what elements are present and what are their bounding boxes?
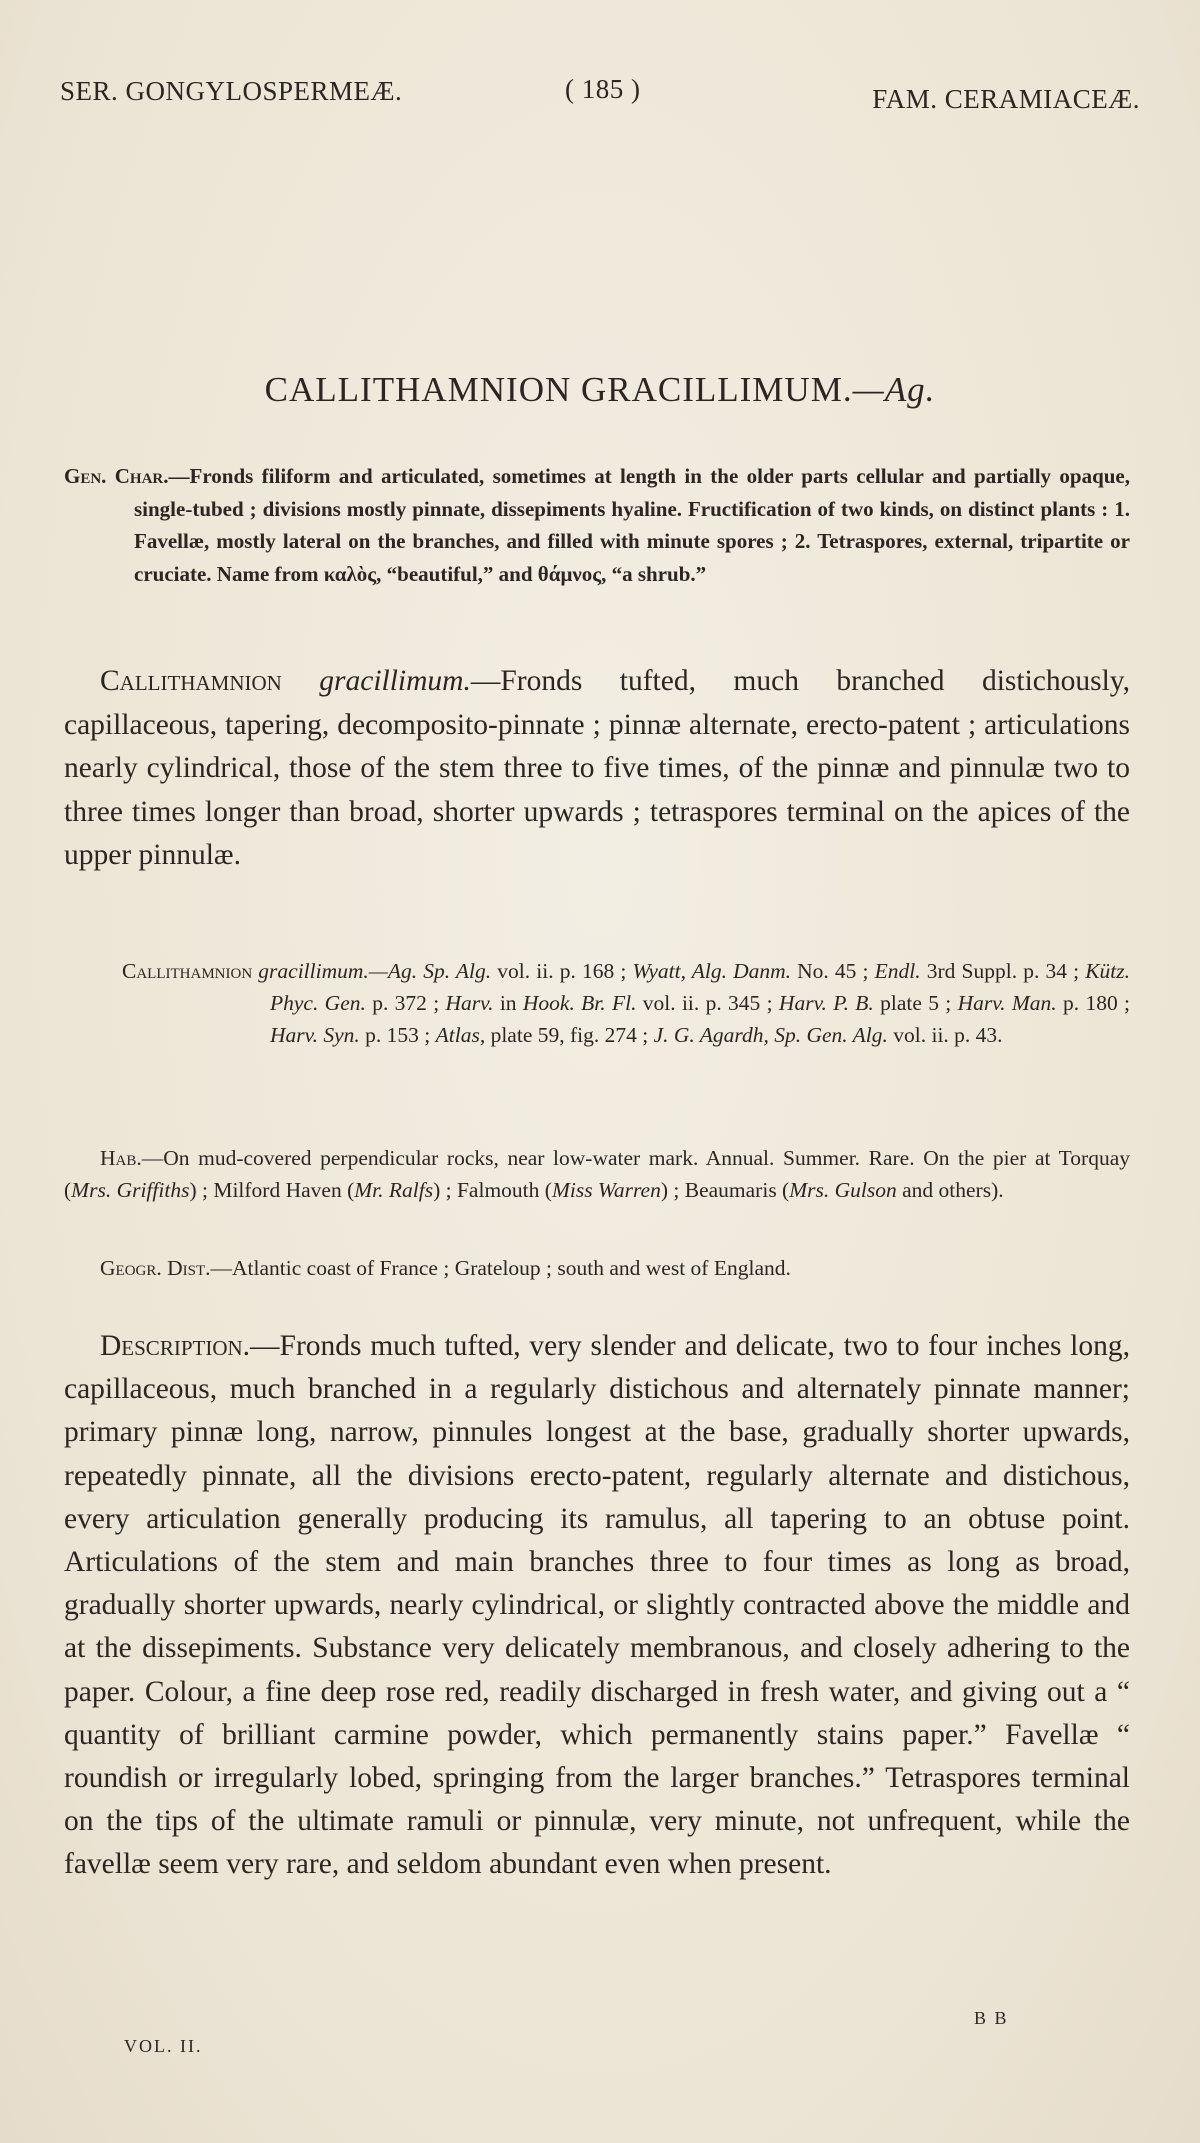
- family-heading: FAM. CERAMIACEÆ.: [872, 84, 1140, 114]
- ref-7-detail: plate 5 ;: [873, 991, 958, 1015]
- synonymy-genus: Callithamnion: [122, 959, 253, 983]
- species-title-name: CALLITHAMNION GRACILLIMUM.: [264, 370, 853, 409]
- habitat: [64, 1142, 1130, 1206]
- habitat-paragraph: [64, 1142, 1130, 1206]
- gen-char-text: —Fronds filiform and articulated, sometimes at length in the older parts cellular and partially opaque, single-tubed ; divisions mostly pinnate, dissepiments hyaline. Fructification of two kinds, on distinct plants : 1. Favellæ, mostly lateral on the branches, and filled with minute spores ; 2. Tetraspores, external, tripartite or cruciate. Name from καλὸς, “beautiful,” and θάμνος, “a shrub.”: [134, 464, 1130, 586]
- hab-label: Hab.: [100, 1146, 142, 1170]
- ref-9: Harv. Syn.: [270, 1023, 360, 1047]
- ref-6-detail: vol. ii. p. 345 ;: [636, 991, 779, 1015]
- specific-diagnosis: [64, 660, 1130, 878]
- gen-char-label: Gen. Char.: [64, 464, 169, 488]
- ref-3-detail: 3rd Suppl. p. 34 ;: [920, 959, 1086, 983]
- geographical-distribution: [64, 1252, 1130, 1284]
- geogr-label: Geogr. Dist.: [100, 1256, 211, 1280]
- ref-1-detail: vol. ii. p. 168 ;: [491, 959, 633, 983]
- synonymy-species: gracillimum.: [258, 959, 369, 983]
- ref-2-detail: No. 45 ;: [791, 959, 875, 983]
- ref-5-detail: in: [493, 991, 523, 1015]
- hab-text-4: ) ; Beaumaris (: [660, 1178, 790, 1202]
- ref-8: Harv. Man.: [957, 991, 1057, 1015]
- ref-9-detail: p. 153 ;: [359, 1023, 436, 1047]
- collector-2: Mr. Ralfs: [354, 1178, 434, 1202]
- description: [64, 1325, 1130, 1887]
- ref-4-detail: p. 372 ;: [365, 991, 446, 1015]
- geogr-text: —Atlantic coast of France ; Grateloup ; south and west of England.: [210, 1256, 791, 1280]
- ref-6: Hook. Br. Fl.: [522, 991, 637, 1015]
- species-title-authority: —Ag.: [852, 370, 936, 409]
- description-label: Description.: [100, 1330, 251, 1362]
- series-heading: SER. GONGYLOSPERMEÆ.: [60, 76, 403, 106]
- synonymy-paragraph: [122, 955, 1130, 1051]
- ref-5: Harv.: [445, 991, 494, 1015]
- running-head: [60, 70, 1140, 120]
- ref-7: Harv. P. B.: [778, 991, 874, 1015]
- generic-character-paragraph: [64, 460, 1130, 590]
- hab-text-2: ) ; Milford Haven (: [189, 1178, 355, 1202]
- hab-text-1: —On mud-covered perpendicular rocks, near low-water mark. Annual. Summer. Rare. On the pier at Torquay (: [64, 1146, 1130, 1202]
- synonymy-authority: —Ag.: [368, 959, 418, 983]
- diagnosis-paragraph: [64, 660, 1130, 878]
- hab-text-5: and others).: [896, 1178, 1004, 1202]
- species-title: [0, 370, 1200, 410]
- ref-11-detail: vol. ii. p. 43.: [887, 1023, 1003, 1047]
- geogr-paragraph: [64, 1252, 1130, 1284]
- synonymy: [122, 955, 1130, 1051]
- collector-3: Miss Warren: [551, 1178, 661, 1202]
- ref-4: Kütz. Phyc. Gen.: [270, 959, 1131, 1015]
- hab-text-3: ) ; Falmouth (: [433, 1178, 552, 1202]
- diagnosis-species: gracillimum.: [319, 665, 471, 697]
- ref-11: J. G. Agardh, Sp. Gen. Alg.: [653, 1023, 888, 1047]
- diagnosis-genus: Callithamnion: [100, 665, 282, 697]
- ref-10: Atlas,: [435, 1023, 486, 1047]
- generic-character: [64, 460, 1130, 590]
- volume-label: VOL. II.: [124, 2036, 203, 2056]
- ref-1: Sp. Alg.: [423, 959, 492, 983]
- collector-1: Mrs. Griffiths: [71, 1178, 190, 1202]
- diagnosis-text: —Fronds tufted, much branched distichously, capillaceous, tapering, decomposito-pinnate ; pinnæ alternate, erecto-patent ; articulations nearly cylindrical, those of the stem three to five times, of the pinnæ and pinnulæ two to three times longer than broad, shorter upwards ; tetraspores terminal on the apices of the upper pinnulæ.: [64, 665, 1130, 871]
- page-number: ( 185 ): [565, 74, 641, 104]
- signature-mark: B B: [974, 2008, 1009, 2028]
- description-text: —Fronds much tufted, very slender and delicate, two to four inches long, capillaceous, much branched in a regularly distichous and alternately pinnate manner; primary pinnæ long, narrow, pinnules longest at the base, gradually shorter upwards, repeatedly pinnate, all the divisions erecto-patent, regularly alternate and distichous, every articulation generally producing its ramulus, all tapering to an obtuse point. Articulations of the stem and main branches three to four times as long as broad, gradually shorter upwards, nearly cylindrical, or slightly contracted above the middle and at the dissepiments. Substance very delicately membranous, and closely adhering to the paper. Colour, a fine deep rose red, readily discharged in fresh water, and giving out a “ quantity of brilliant carmine powder, which permanently stains paper.” Favellæ “ roundish or irregularly lobed, springing from the larger branches.” Tetraspores terminal on the tips of the ultimate ramuli or pinnulæ, very minute, not unfrequent, while the favellæ seem very rare, and seldom abundant even when present.: [64, 1330, 1130, 1881]
- ref-8-detail: p. 180 ;: [1056, 991, 1130, 1015]
- ref-10-detail: plate 59, fig. 274 ;: [485, 1023, 654, 1047]
- ref-3: Endl.: [874, 959, 921, 983]
- ref-2: Wyatt, Alg. Danm.: [632, 959, 792, 983]
- collector-4: Mrs. Gulson: [789, 1178, 897, 1202]
- description-paragraph: [64, 1325, 1130, 1887]
